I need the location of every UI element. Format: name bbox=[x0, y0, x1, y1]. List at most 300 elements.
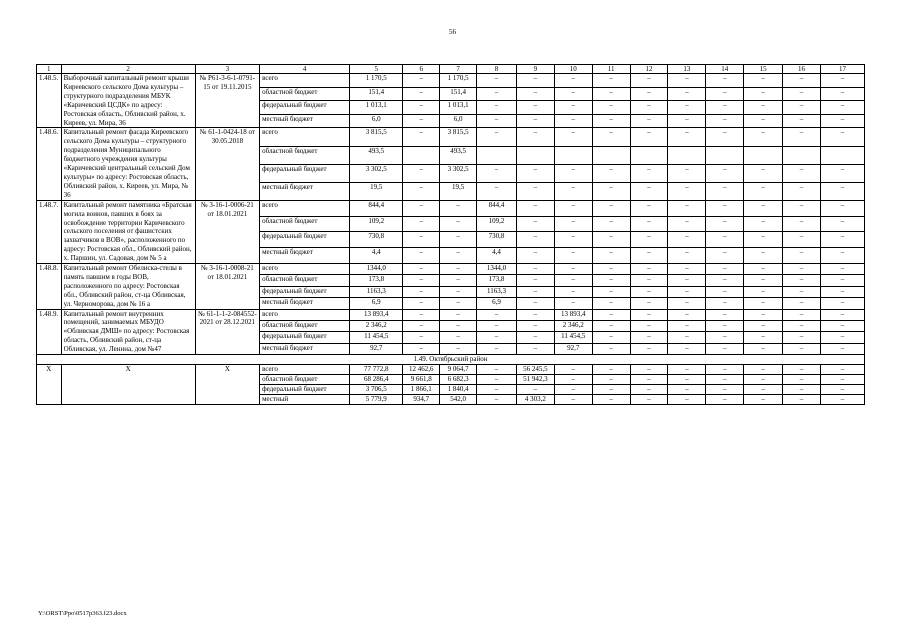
amount-cell: – bbox=[820, 74, 864, 88]
amount-cell: – bbox=[820, 332, 864, 343]
amount-cell: – bbox=[554, 87, 592, 101]
amount-cell: – bbox=[706, 275, 744, 286]
amount-cell: 844,4 bbox=[477, 200, 517, 216]
item-name: Капитальный ремонт Обелиска-стелы в память павшим в годы ВОВ, расположенного по адресу: Ростовская обл., Обливский район, ст-ца Обливская, ул. Черноморова, дом № 16 а bbox=[61, 264, 195, 310]
amount-cell: – bbox=[630, 216, 668, 232]
amount-cell bbox=[820, 146, 864, 164]
amount-cell: – bbox=[516, 200, 554, 216]
amount-cell: – bbox=[516, 128, 554, 146]
amount-cell: – bbox=[592, 320, 630, 331]
item-number: 1.48.8. bbox=[37, 264, 62, 310]
amount-cell: – bbox=[403, 114, 440, 128]
amount-cell: 4 303,2 bbox=[516, 394, 554, 404]
amount-cell: – bbox=[440, 216, 477, 232]
amount-cell bbox=[516, 146, 554, 164]
amount-cell: 19,5 bbox=[440, 182, 477, 200]
funding-source: всего bbox=[260, 200, 350, 216]
amount-cell: – bbox=[630, 298, 668, 309]
amount-cell: – bbox=[706, 101, 744, 115]
amount-cell: – bbox=[820, 87, 864, 101]
funding-source: местный бюджет bbox=[260, 182, 350, 200]
amount-cell: – bbox=[744, 374, 783, 384]
amount-cell: – bbox=[403, 309, 440, 320]
amount-cell: – bbox=[477, 332, 517, 343]
amount-cell: – bbox=[820, 374, 864, 384]
amount-cell: 1 013,1 bbox=[350, 101, 403, 115]
funding-source: федеральный бюджет bbox=[260, 286, 350, 297]
amount-cell: – bbox=[554, 232, 592, 248]
amount-cell: – bbox=[477, 320, 517, 331]
column-number: 6 bbox=[403, 65, 440, 74]
amount-cell bbox=[744, 146, 783, 164]
amount-cell: – bbox=[516, 309, 554, 320]
funding-source: областной бюджет bbox=[260, 275, 350, 286]
amount-cell: – bbox=[516, 232, 554, 248]
amount-cell: – bbox=[820, 394, 864, 404]
amount-cell: – bbox=[744, 200, 783, 216]
amount-cell: – bbox=[783, 264, 821, 275]
amount-cell: 3 815,5 bbox=[440, 128, 477, 146]
amount-cell: – bbox=[668, 128, 706, 146]
amount-cell: – bbox=[554, 101, 592, 115]
amount-cell: 2 346,2 bbox=[350, 320, 403, 331]
amount-cell: – bbox=[706, 74, 744, 88]
column-number: 16 bbox=[783, 65, 821, 74]
amount-cell: – bbox=[516, 264, 554, 275]
amount-cell: – bbox=[783, 320, 821, 331]
table-row bbox=[37, 200, 865, 216]
amount-cell: – bbox=[477, 128, 517, 146]
amount-cell: 3 302,5 bbox=[350, 164, 403, 182]
amount-cell: – bbox=[783, 164, 821, 182]
amount-cell: – bbox=[554, 275, 592, 286]
amount-cell: – bbox=[668, 87, 706, 101]
amount-cell: – bbox=[820, 309, 864, 320]
funding-source: федеральный бюджет bbox=[260, 332, 350, 343]
amount-cell: 173,8 bbox=[477, 275, 517, 286]
amount-cell: – bbox=[706, 164, 744, 182]
section-title: 1.49. Октябрьский район bbox=[37, 355, 865, 365]
amount-cell: 6,9 bbox=[477, 298, 517, 309]
amount-cell: – bbox=[630, 343, 668, 354]
amount-cell: – bbox=[403, 200, 440, 216]
amount-cell: – bbox=[706, 182, 744, 200]
amount-cell: 6,0 bbox=[350, 114, 403, 128]
amount-cell: – bbox=[783, 384, 821, 394]
amount-cell: – bbox=[477, 365, 517, 375]
item-number: 1.48.9. bbox=[37, 309, 62, 355]
document-reference: № Р61-3-6-1-0791-15 от 19.11.2015 bbox=[195, 74, 259, 128]
amount-cell: – bbox=[744, 264, 783, 275]
amount-cell: – bbox=[706, 384, 744, 394]
amount-cell: – bbox=[630, 232, 668, 248]
funding-source: федеральный бюджет bbox=[260, 164, 350, 182]
amount-cell: – bbox=[706, 128, 744, 146]
amount-cell: – bbox=[706, 309, 744, 320]
amount-cell: – bbox=[744, 286, 783, 297]
amount-cell: – bbox=[706, 232, 744, 248]
amount-cell: – bbox=[592, 343, 630, 354]
amount-cell: – bbox=[477, 182, 517, 200]
column-number-row bbox=[37, 65, 865, 74]
amount-cell: – bbox=[820, 320, 864, 331]
amount-cell: – bbox=[820, 365, 864, 375]
amount-cell: – bbox=[820, 216, 864, 232]
amount-cell: – bbox=[403, 216, 440, 232]
amount-cell: – bbox=[516, 182, 554, 200]
amount-cell: – bbox=[706, 298, 744, 309]
amount-cell: 1163,3 bbox=[350, 286, 403, 297]
item-number: 1.48.7. bbox=[37, 200, 62, 263]
amount-cell: – bbox=[820, 164, 864, 182]
amount-cell: 109,2 bbox=[350, 216, 403, 232]
amount-cell: – bbox=[477, 114, 517, 128]
amount-cell: 3 302,5 bbox=[440, 164, 477, 182]
funding-source: местный бюджет bbox=[260, 343, 350, 354]
amount-cell: – bbox=[783, 365, 821, 375]
amount-cell: – bbox=[554, 128, 592, 146]
amount-cell: – bbox=[783, 182, 821, 200]
amount-cell: – bbox=[516, 332, 554, 343]
table-row bbox=[37, 74, 865, 88]
amount-cell: – bbox=[554, 164, 592, 182]
amount-cell: 934,7 bbox=[403, 394, 440, 404]
amount-cell: – bbox=[403, 343, 440, 354]
document-reference: № 61-1-0424-18 от 30.05.2018 bbox=[195, 128, 259, 200]
amount-cell: – bbox=[440, 275, 477, 286]
column-number: 8 bbox=[477, 65, 517, 74]
amount-cell: – bbox=[744, 101, 783, 115]
funding-source: федеральный бюджет bbox=[260, 384, 350, 394]
amount-cell: – bbox=[477, 374, 517, 384]
amount-cell: – bbox=[668, 394, 706, 404]
column-number: 13 bbox=[668, 65, 706, 74]
amount-cell: – bbox=[592, 200, 630, 216]
amount-cell: – bbox=[744, 332, 783, 343]
amount-cell: – bbox=[744, 232, 783, 248]
amount-cell: 92,7 bbox=[350, 343, 403, 354]
amount-cell: 6 682,3 bbox=[440, 374, 477, 384]
amount-cell: – bbox=[554, 365, 592, 375]
amount-cell: – bbox=[630, 74, 668, 88]
amount-cell bbox=[403, 146, 440, 164]
amount-cell: – bbox=[554, 286, 592, 297]
amount-cell: – bbox=[592, 114, 630, 128]
amount-cell: – bbox=[403, 164, 440, 182]
amount-cell: – bbox=[668, 320, 706, 331]
amount-cell: 151,4 bbox=[440, 87, 477, 101]
amount-cell: 1163,3 bbox=[477, 286, 517, 297]
document-reference: № 61-1-1-2-084552-2021 от 28.12.2021 bbox=[195, 309, 259, 355]
amount-cell: 1 170,5 bbox=[440, 74, 477, 88]
file-path-footer: Y:\ORST\Ppo\0517p363.f23.docx bbox=[38, 610, 127, 617]
table-body bbox=[37, 65, 865, 405]
funding-source: всего bbox=[260, 365, 350, 375]
total-row bbox=[37, 365, 865, 375]
amount-cell: 173,8 bbox=[350, 275, 403, 286]
amount-cell: – bbox=[783, 128, 821, 146]
amount-cell: – bbox=[403, 87, 440, 101]
funding-source: всего bbox=[260, 74, 350, 88]
amount-cell: – bbox=[630, 128, 668, 146]
amount-cell: 2 346,2 bbox=[554, 320, 592, 331]
amount-cell: – bbox=[403, 298, 440, 309]
amount-cell: – bbox=[668, 343, 706, 354]
amount-cell: 13 893,4 bbox=[350, 309, 403, 320]
item-name: Капитальный ремонт внутренних помещений, занимаемых МБУДО «Обливская ДМШ» по адресу: Ростовская область, Обливский район, ст-ца Обливская, ул. Ленина, дом №47 bbox=[61, 309, 195, 355]
amount-cell: – bbox=[706, 216, 744, 232]
amount-cell: – bbox=[630, 286, 668, 297]
column-number: 11 bbox=[592, 65, 630, 74]
amount-cell: – bbox=[744, 275, 783, 286]
document-reference: № 3-16-1-0008-21 от 18.01.2021 bbox=[195, 264, 259, 310]
amount-cell: – bbox=[706, 114, 744, 128]
column-number: 4 bbox=[260, 65, 350, 74]
amount-cell: – bbox=[783, 232, 821, 248]
budget-table bbox=[36, 64, 865, 405]
amount-cell: – bbox=[592, 286, 630, 297]
amount-cell: – bbox=[706, 394, 744, 404]
amount-cell: – bbox=[403, 264, 440, 275]
amount-cell: – bbox=[783, 114, 821, 128]
amount-cell: – bbox=[440, 309, 477, 320]
amount-cell: – bbox=[440, 232, 477, 248]
column-number: 15 bbox=[744, 65, 783, 74]
amount-cell: – bbox=[516, 216, 554, 232]
amount-cell: – bbox=[516, 343, 554, 354]
amount-cell: – bbox=[630, 264, 668, 275]
amount-cell: – bbox=[744, 309, 783, 320]
item-number: 1.48.5. bbox=[37, 74, 62, 128]
amount-cell: – bbox=[554, 374, 592, 384]
amount-cell: – bbox=[403, 320, 440, 331]
amount-cell: – bbox=[668, 298, 706, 309]
amount-cell: 5 779,9 bbox=[350, 394, 403, 404]
amount-cell: 730,8 bbox=[350, 232, 403, 248]
amount-cell: – bbox=[592, 101, 630, 115]
amount-cell: – bbox=[403, 286, 440, 297]
funding-source: всего bbox=[260, 309, 350, 320]
amount-cell: – bbox=[516, 320, 554, 331]
amount-cell: – bbox=[820, 248, 864, 264]
amount-cell: – bbox=[477, 343, 517, 354]
amount-cell: – bbox=[820, 232, 864, 248]
amount-cell: – bbox=[440, 200, 477, 216]
amount-cell: – bbox=[516, 87, 554, 101]
amount-cell: 11 454,5 bbox=[554, 332, 592, 343]
column-number: 9 bbox=[516, 65, 554, 74]
page-number: 56 bbox=[449, 28, 456, 36]
item-number: 1.48.6. bbox=[37, 128, 62, 200]
amount-cell: – bbox=[668, 374, 706, 384]
amount-cell: – bbox=[744, 320, 783, 331]
amount-cell: – bbox=[440, 320, 477, 331]
amount-cell: – bbox=[516, 286, 554, 297]
amount-cell: 19,5 bbox=[350, 182, 403, 200]
amount-cell: 4,4 bbox=[350, 248, 403, 264]
amount-cell: – bbox=[744, 394, 783, 404]
amount-cell: – bbox=[668, 248, 706, 264]
amount-cell: – bbox=[820, 298, 864, 309]
item-name: Выборочный капитальный ремонт крыши Киреевского сельского Дома культуры – структурного подразделения МБУК «Каричевский ЦСДК» по адресу: Ростовская область, Обливский район, х. Киреев, ул. Мира, 36 bbox=[61, 74, 195, 128]
amount-cell: – bbox=[820, 114, 864, 128]
amount-cell: – bbox=[554, 200, 592, 216]
amount-cell: – bbox=[706, 332, 744, 343]
amount-cell: – bbox=[783, 286, 821, 297]
amount-cell: – bbox=[477, 394, 517, 404]
amount-cell: 493,5 bbox=[440, 146, 477, 164]
amount-cell: – bbox=[744, 365, 783, 375]
amount-cell: – bbox=[668, 286, 706, 297]
amount-cell: 1344,0 bbox=[477, 264, 517, 275]
table-row bbox=[37, 264, 865, 275]
amount-cell: – bbox=[706, 200, 744, 216]
amount-cell: 92,7 bbox=[554, 343, 592, 354]
amount-cell: 51 942,3 bbox=[516, 374, 554, 384]
amount-cell: – bbox=[440, 332, 477, 343]
amount-cell: – bbox=[783, 394, 821, 404]
funding-source: всего bbox=[260, 264, 350, 275]
amount-cell: – bbox=[783, 275, 821, 286]
amount-cell: – bbox=[820, 200, 864, 216]
amount-cell: – bbox=[592, 74, 630, 88]
amount-cell: – bbox=[592, 374, 630, 384]
table-row bbox=[37, 309, 865, 320]
amount-cell: – bbox=[440, 248, 477, 264]
funding-source: областной бюджет bbox=[260, 87, 350, 101]
amount-cell: – bbox=[820, 286, 864, 297]
amount-cell: 9 064,7 bbox=[440, 365, 477, 375]
amount-cell: – bbox=[477, 164, 517, 182]
amount-cell: – bbox=[783, 332, 821, 343]
funding-source: федеральный бюджет bbox=[260, 101, 350, 115]
amount-cell: – bbox=[820, 343, 864, 354]
amount-cell: – bbox=[516, 74, 554, 88]
amount-cell: – bbox=[668, 200, 706, 216]
amount-cell: – bbox=[783, 74, 821, 88]
column-number: 1 bbox=[37, 65, 62, 74]
amount-cell: – bbox=[820, 275, 864, 286]
amount-cell: – bbox=[744, 114, 783, 128]
column-number: 7 bbox=[440, 65, 477, 74]
amount-cell: 6,0 bbox=[440, 114, 477, 128]
amount-cell: – bbox=[820, 264, 864, 275]
amount-cell: 1 866,1 bbox=[403, 384, 440, 394]
amount-cell: – bbox=[630, 275, 668, 286]
funding-source: местный бюджет bbox=[260, 298, 350, 309]
amount-cell: – bbox=[706, 343, 744, 354]
total-mark: Х bbox=[195, 365, 259, 405]
amount-cell: 730,8 bbox=[477, 232, 517, 248]
amount-cell: 1 840,4 bbox=[440, 384, 477, 394]
amount-cell: – bbox=[477, 74, 517, 88]
amount-cell: 12 462,6 bbox=[403, 365, 440, 375]
amount-cell bbox=[668, 146, 706, 164]
amount-cell: – bbox=[744, 384, 783, 394]
amount-cell: 109,2 bbox=[477, 216, 517, 232]
amount-cell bbox=[554, 146, 592, 164]
amount-cell: 1 013,1 bbox=[440, 101, 477, 115]
amount-cell: – bbox=[554, 114, 592, 128]
amount-cell: – bbox=[668, 216, 706, 232]
amount-cell: – bbox=[706, 365, 744, 375]
amount-cell: – bbox=[403, 275, 440, 286]
amount-cell: – bbox=[554, 394, 592, 404]
amount-cell: – bbox=[744, 164, 783, 182]
amount-cell: – bbox=[403, 101, 440, 115]
amount-cell: – bbox=[783, 298, 821, 309]
amount-cell: 6,9 bbox=[350, 298, 403, 309]
amount-cell bbox=[706, 146, 744, 164]
total-mark: Х bbox=[37, 365, 62, 405]
amount-cell: – bbox=[706, 248, 744, 264]
funding-source: местный bbox=[260, 394, 350, 404]
amount-cell: – bbox=[630, 320, 668, 331]
amount-cell bbox=[592, 146, 630, 164]
amount-cell: – bbox=[516, 298, 554, 309]
table-row bbox=[37, 128, 865, 146]
funding-source: местный бюджет bbox=[260, 248, 350, 264]
amount-cell: – bbox=[440, 298, 477, 309]
funding-source: федеральный бюджет bbox=[260, 232, 350, 248]
amount-cell: – bbox=[554, 298, 592, 309]
column-number: 5 bbox=[350, 65, 403, 74]
amount-cell: – bbox=[744, 182, 783, 200]
amount-cell: – bbox=[440, 286, 477, 297]
amount-cell: – bbox=[668, 182, 706, 200]
amount-cell: – bbox=[820, 128, 864, 146]
amount-cell: – bbox=[630, 101, 668, 115]
amount-cell: – bbox=[820, 384, 864, 394]
amount-cell: – bbox=[744, 298, 783, 309]
amount-cell: – bbox=[516, 384, 554, 394]
amount-cell: 4,4 bbox=[477, 248, 517, 264]
amount-cell: – bbox=[554, 182, 592, 200]
item-name: Капитальный ремонт фасада Киреевского сельского Дома культуры – структурного подразделения Муниципального бюджетного учреждения культуры «Каричевский центральный сельский Дом культуры» по адресу: Ростовская область, Обливский район, х. Киреев, ул. Мира, № 36 bbox=[61, 128, 195, 200]
amount-cell: 3 815,5 bbox=[350, 128, 403, 146]
amount-cell: – bbox=[516, 101, 554, 115]
amount-cell: – bbox=[630, 164, 668, 182]
amount-cell: – bbox=[477, 101, 517, 115]
amount-cell: – bbox=[403, 74, 440, 88]
amount-cell: – bbox=[592, 275, 630, 286]
amount-cell bbox=[783, 146, 821, 164]
amount-cell: – bbox=[554, 248, 592, 264]
amount-cell: – bbox=[706, 286, 744, 297]
amount-cell: – bbox=[592, 394, 630, 404]
amount-cell: – bbox=[783, 87, 821, 101]
amount-cell: – bbox=[403, 248, 440, 264]
amount-cell: – bbox=[516, 114, 554, 128]
total-mark: Х bbox=[61, 365, 195, 405]
amount-cell: 1344,0 bbox=[350, 264, 403, 275]
amount-cell: – bbox=[783, 309, 821, 320]
amount-cell: – bbox=[592, 232, 630, 248]
amount-cell: – bbox=[820, 182, 864, 200]
amount-cell: – bbox=[783, 101, 821, 115]
amount-cell: – bbox=[403, 232, 440, 248]
amount-cell: – bbox=[744, 74, 783, 88]
amount-cell: – bbox=[554, 384, 592, 394]
amount-cell: – bbox=[630, 87, 668, 101]
amount-cell: – bbox=[592, 87, 630, 101]
column-number: 10 bbox=[554, 65, 592, 74]
amount-cell: – bbox=[668, 101, 706, 115]
amount-cell: – bbox=[592, 248, 630, 264]
amount-cell: – bbox=[554, 216, 592, 232]
amount-cell: – bbox=[668, 332, 706, 343]
amount-cell: – bbox=[668, 264, 706, 275]
